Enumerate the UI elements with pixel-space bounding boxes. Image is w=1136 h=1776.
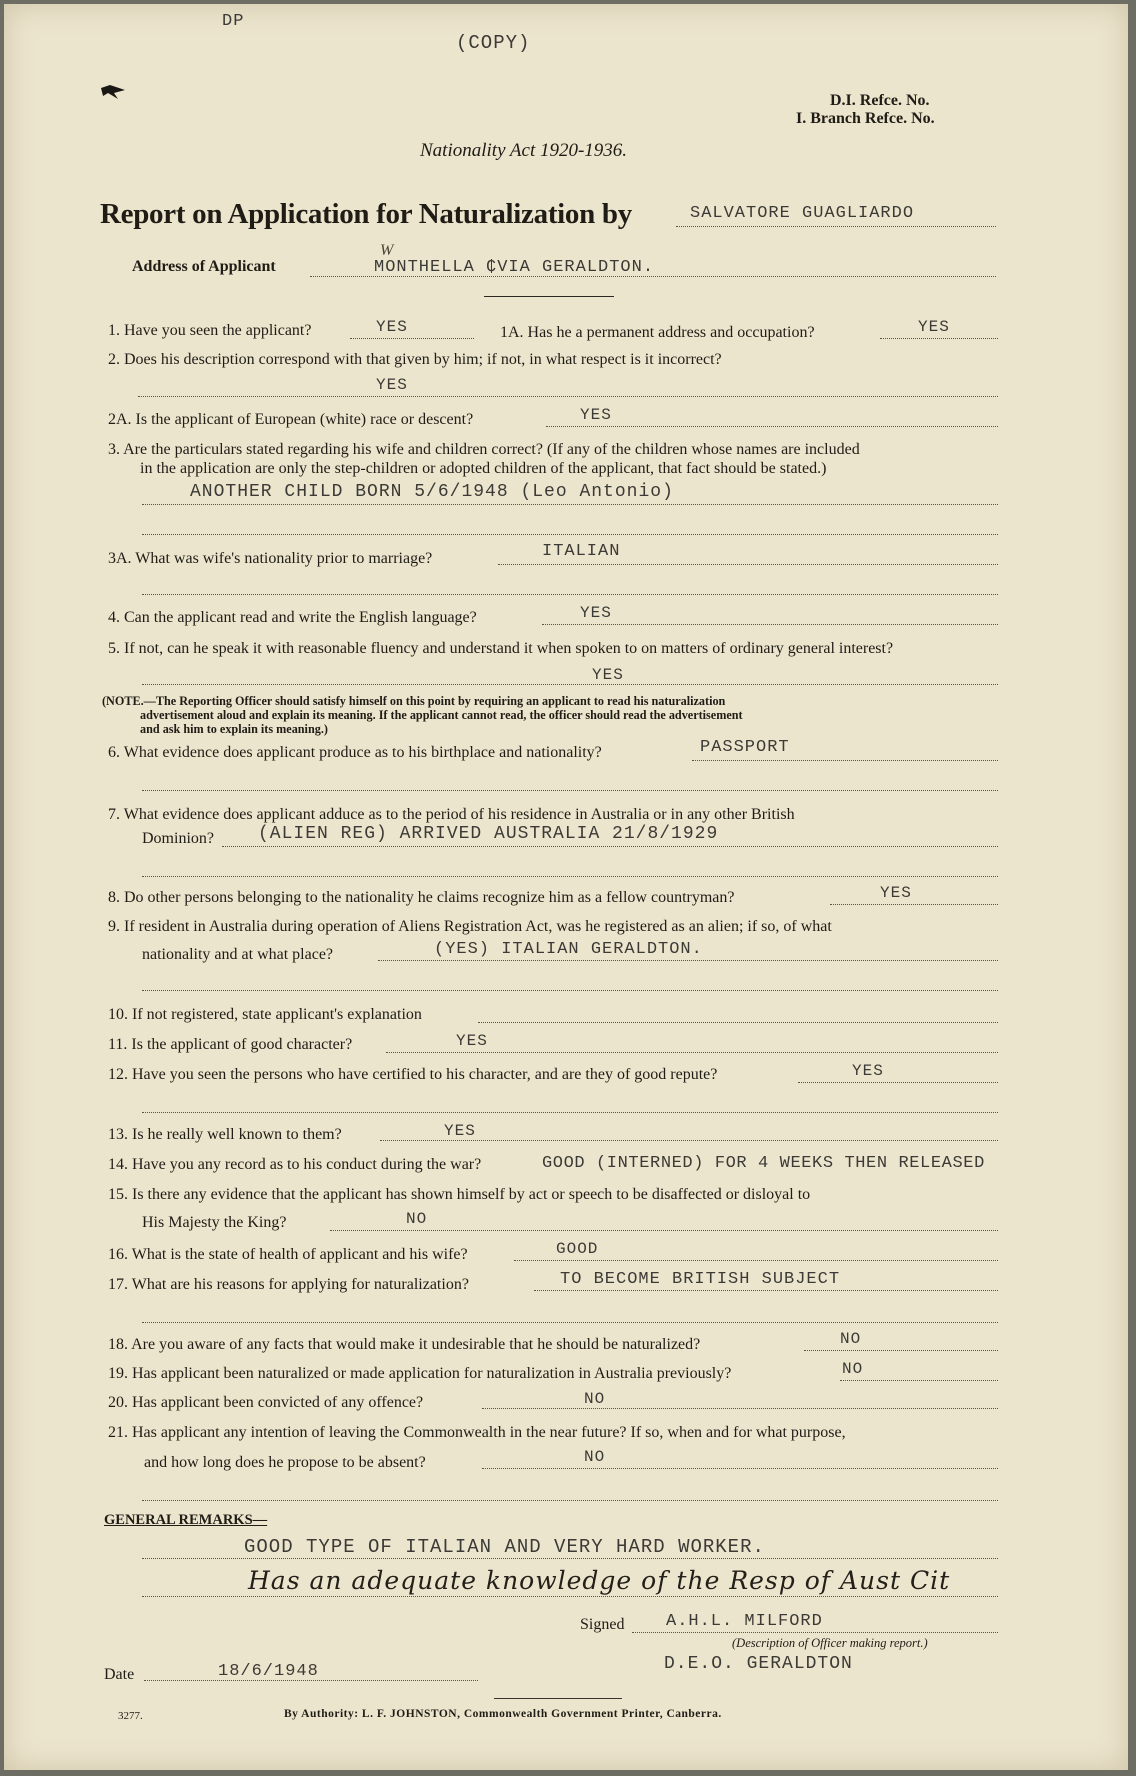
q3-label-2: in the application are only the step-children or adopted children of the applicant, that fact should be stated.) xyxy=(140,460,827,477)
dp-mark: DP xyxy=(222,12,245,31)
q17-answer: TO BECOME BRITISH SUBJECT xyxy=(560,1270,841,1289)
date-value: 18/6/1948 xyxy=(218,1662,319,1681)
signed-label: Signed xyxy=(580,1616,625,1633)
q2-label: 2. Does his description correspond with that given by him; if not, in what respect is it incorrect? xyxy=(108,351,722,368)
q9-label-2: nationality and at what place? xyxy=(142,946,334,963)
q9-label-1: 9. If resident in Australia during operation of Aliens Registration Act, was he registered as an alien; if so, of what xyxy=(108,918,832,935)
q4-answer: YES xyxy=(580,604,612,622)
q1-answer: YES xyxy=(376,318,408,336)
q12-answer: YES xyxy=(852,1062,884,1080)
address-value: MONTHELLA ₵VIA GERALDTON. xyxy=(374,258,655,277)
officer-description-note: (Description of Officer making report.) xyxy=(732,1636,928,1650)
applicant-name: SALVATORE GUAGLIARDO xyxy=(690,204,915,223)
q16-label: 16. What is the state of health of applicant and his wife? xyxy=(108,1246,468,1263)
copy-label: (COPY) xyxy=(456,32,531,54)
printer-authority: By Authority: L. F. JOHNSTON, Commonwealth Government Printer, Canberra. xyxy=(284,1708,722,1720)
address-label: Address of Applicant xyxy=(132,258,276,275)
stamp-mark-icon xyxy=(100,84,126,100)
officer-title: D.E.O. GERALDTON xyxy=(664,1654,853,1674)
q20-answer: NO xyxy=(584,1390,606,1408)
q7-answer: (ALIEN REG) ARRIVED AUSTRALIA 21/8/1929 xyxy=(258,824,719,844)
q18-label: 18. Are you aware of any facts that would make it undesirable that he should be naturalized? xyxy=(108,1336,701,1353)
q6-answer: PASSPORT xyxy=(700,738,790,757)
q21-answer: NO xyxy=(584,1448,606,1466)
q18-answer: NO xyxy=(840,1330,862,1348)
q4-label: 4. Can the applicant read and write the English language? xyxy=(108,609,477,626)
form-page xyxy=(4,4,1128,1770)
q11-answer: YES xyxy=(456,1032,488,1050)
q3a-label: 3A. What was wife's nationality prior to marriage? xyxy=(108,550,433,567)
branch-refce-label: I. Branch Refce. No. xyxy=(796,110,935,127)
q21-label-1: 21. Has applicant any intention of leaving the Commonwealth in the near future? If so, when and for what purpose, xyxy=(108,1424,846,1441)
title-rule xyxy=(484,296,614,297)
q1a-answer: YES xyxy=(918,318,950,336)
general-remarks-heading: GENERAL REMARKS— xyxy=(104,1512,268,1528)
footer-rule xyxy=(494,1698,622,1699)
q7-label-1: 7. What evidence does applicant adduce as to the period of his residence in Australia or in any other British xyxy=(108,806,795,823)
q2-answer: YES xyxy=(376,376,408,394)
q14-label: 14. Have you any record as to his conduct during the war? xyxy=(108,1156,482,1173)
q9-answer: (YES) ITALIAN GERALDTON. xyxy=(434,940,703,959)
q13-label: 13. Is he really well known to them? xyxy=(108,1126,342,1143)
q2a-label: 2A. Is the applicant of European (white) race or descent? xyxy=(108,411,474,428)
remarks-typed: GOOD TYPE OF ITALIAN AND VERY HARD WORKER. xyxy=(244,1536,765,1558)
q19-answer: NO xyxy=(842,1360,864,1378)
q5-answer: YES xyxy=(592,666,624,684)
signed-value: A.H.L. MILFORD xyxy=(666,1612,823,1631)
q20-label: 20. Has applicant been convicted of any offence? xyxy=(108,1394,424,1411)
q8-answer: YES xyxy=(880,884,912,902)
q13-answer: YES xyxy=(444,1122,476,1140)
q1-label: 1. Have you seen the applicant? xyxy=(108,322,312,339)
q8-label: 8. Do other persons belonging to the nationality he claims recognize him as a fellow countryman? xyxy=(108,889,735,906)
q15-label-2: His Majesty the King? xyxy=(142,1214,287,1231)
note-line-1: (NOTE.—The Reporting Officer should satisfy himself on this point by requiring an applicant to read his naturalization xyxy=(102,694,726,708)
q11-label: 11. Is the applicant of good character? xyxy=(108,1036,353,1053)
q19-label: 19. Has applicant been naturalized or made application for naturalization in Australia previously? xyxy=(108,1365,732,1382)
report-title: Report on Application for Naturalization by xyxy=(100,198,632,230)
date-label: Date xyxy=(104,1666,135,1683)
q5-label: 5. If not, can he speak it with reasonable fluency and understand it when spoken to on matters of ordinary general interest? xyxy=(108,640,894,657)
q15-answer: NO xyxy=(406,1210,428,1228)
q3-label-1: 3. Are the particulars stated regarding his wife and children correct? (If any of the children whose names are included xyxy=(108,441,860,458)
q1a-label: 1A. Has he a permanent address and occupation? xyxy=(500,324,815,341)
q17-label: 17. What are his reasons for applying for naturalization? xyxy=(108,1276,469,1293)
act-title: Nationality Act 1920-1936. xyxy=(420,140,628,161)
q3-answer: ANOTHER CHILD BORN 5/6/1948 (Leo Antonio) xyxy=(190,482,674,502)
q2a-answer: YES xyxy=(580,406,612,424)
q10-label: 10. If not registered, state applicant's explanation xyxy=(108,1006,422,1023)
handwritten-correction: W xyxy=(380,242,394,259)
q7-label-2: Dominion? xyxy=(142,830,214,847)
q6-label: 6. What evidence does applicant produce as to his birthplace and nationality? xyxy=(108,744,602,761)
note-line-2: advertisement aloud and explain its meaning. If the applicant cannot read, the officer should read the advertisement xyxy=(140,708,743,722)
q12-label: 12. Have you seen the persons who have certified to his character, and are they of good repute? xyxy=(108,1066,718,1083)
note-line-3: and ask him to explain its meaning.) xyxy=(140,722,328,736)
q14-answer: GOOD (INTERNED) FOR 4 WEEKS THEN RELEASED xyxy=(542,1154,985,1173)
q15-label-1: 15. Is there any evidence that the applicant has shown himself by act or speech to be disaffected or disloyal to xyxy=(108,1186,811,1203)
q3a-answer: ITALIAN xyxy=(542,542,621,561)
q21-label-2: and how long does he propose to be absent? xyxy=(144,1454,426,1471)
di-refce-label: D.I. Refce. No. xyxy=(830,92,930,109)
q16-answer: GOOD xyxy=(556,1240,599,1258)
remarks-handwritten: Has an adequate knowledge of the Resp of Aust Cit xyxy=(248,1566,951,1595)
form-number: 3277. xyxy=(118,1710,143,1722)
